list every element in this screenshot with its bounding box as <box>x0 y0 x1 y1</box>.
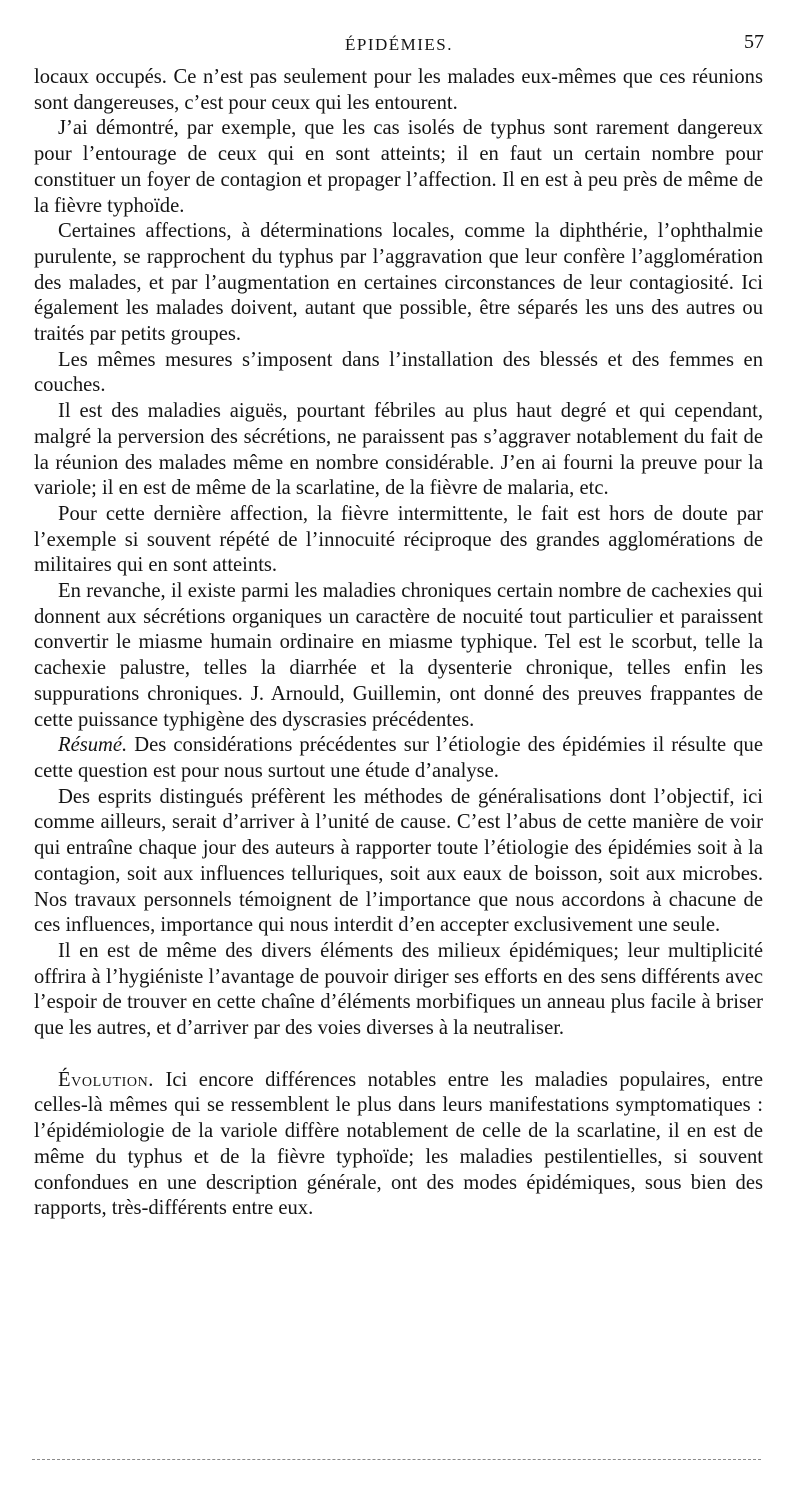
evolution-text: Ici encore différences notables entre les maladies populaires, entre celles-là mêmes qui se ressemblent le plus dans leurs manifestations symptomatiques : l’épidémiologie de la variole diffère notablement de celle de la scarlatine, il en est de même du typhus et de la fièvre typhoïde; les maladies pestilentielles, si souvent confondues en une description générale, ont des modes épidémiques, sous bien des rapports, très-différents entre eux. <box>34 1068 763 1220</box>
paragraph: En revanche, il existe parmi les maladies chroniques certain nombre de cachexies qui donnent aux sécrétions organiques un caractère de nocuité tout particulier et paraissent convertir le miasme humain ordinaire en miasme typhique. Tel est le scorbut, telle la cachexie palustre, telles la diarrhée et la dysenterie chronique, telles enfin les suppurations chroniques. J. Arnould, Guillemin, ont donné des preuves frappantes de cette puissance typhigène des dyscrasies précédentes. <box>34 580 763 731</box>
running-head <box>34 30 764 58</box>
resume-label: Résumé. <box>58 734 128 757</box>
paragraph-continuation: locaux occupés. Ce n’est pas seulement pour les malades eux-mêmes que ces réunions sont dangereuses, c’est pour ceux qui les entourent. <box>34 66 763 114</box>
paragraph: Certaines affections, à déterminations locales, comme la diphthérie, l’ophthalmie purulente, se rapprochent du typhus par l’aggravation que leur confère l’agglomération des malades, et par l’augmentation en certaines circonstances de leur contagiosité. Ici également les malades doivent, autant que possible, être séparés les uns des autres ou traités par petits groupes. <box>34 220 763 346</box>
paragraph: Il en est de même des divers éléments des milieux épidémiques; leur multiplicité offrira à l’hygiéniste l’avantage de pouvoir diriger ses efforts en des sens différents avec l’espoir de trouver en cette chaîne d’éléments morbifiques un anneau plus facile à briser que les autres, et d’arriver par des voies diverses à la neutraliser. <box>34 939 763 1040</box>
body-text <box>34 65 763 1222</box>
paragraph: J’ai démontré, par exemple, que les cas isolés de typhus sont rarement dangereux pour l’entourage de ceux qui en sont atteints; il en faut un certain nombre pour constituer un foyer de contagion et propager l’affection. Il en est à peu près de même de la fièvre typhoïde. <box>34 117 763 217</box>
evolution-paragraph <box>34 1068 763 1222</box>
resume-paragraph <box>34 733 763 784</box>
paragraph: Pour cette dernière affection, la fièvre intermittente, le fait est hors de doute par l’exemple si souvent répété de l’innocuité réciproque des grandes agglomérations de militaires qui en sont atteints. <box>34 502 763 577</box>
footer-rule <box>32 1459 761 1460</box>
resume-text: Des considérations précédentes sur l’étiologie des épidémies il résulte que cette question est pour nous surtout une étude d’analyse. <box>34 734 763 782</box>
section-gap <box>34 1042 763 1068</box>
paragraph: Les mêmes mesures s’imposent dans l’installation des blessés et des femmes en couches. <box>34 348 763 397</box>
paragraph: Il est des maladies aiguës, pourtant fébriles au plus haut degré et qui cependant, malgré la perversion des sécrétions, ne paraissent pas s’aggraver notablement du fait de la réunion des malades même en nombre considérable. J’en ai fourni la preuve pour la variole; il en est de même de la scarlatine, de la fièvre de malaria, etc. <box>34 400 763 500</box>
paragraph: Des esprits distingués préfèrent les méthodes de généralisations dont l’objectif, ici comme ailleurs, serait d’arriver à l’unité de cause. C’est l’abus de cette manière de voir qui entraîne chaque jour des auteurs à rapporter toute l’étiologie des épidémies soit à la contagion, soit aux influences telluriques, soit aux eaux de boisson, soit aux microbes. Nos travaux personnels témoignent de l’importance que nous accordons à chacune de ces influences, importance qui nous interdit d’en accepter exclusivement une seule. <box>34 785 763 937</box>
page-number: 57 <box>744 31 764 53</box>
evolution-label: Évolution. <box>58 1068 155 1091</box>
running-title: ÉPIDÉMIES. <box>344 35 454 54</box>
